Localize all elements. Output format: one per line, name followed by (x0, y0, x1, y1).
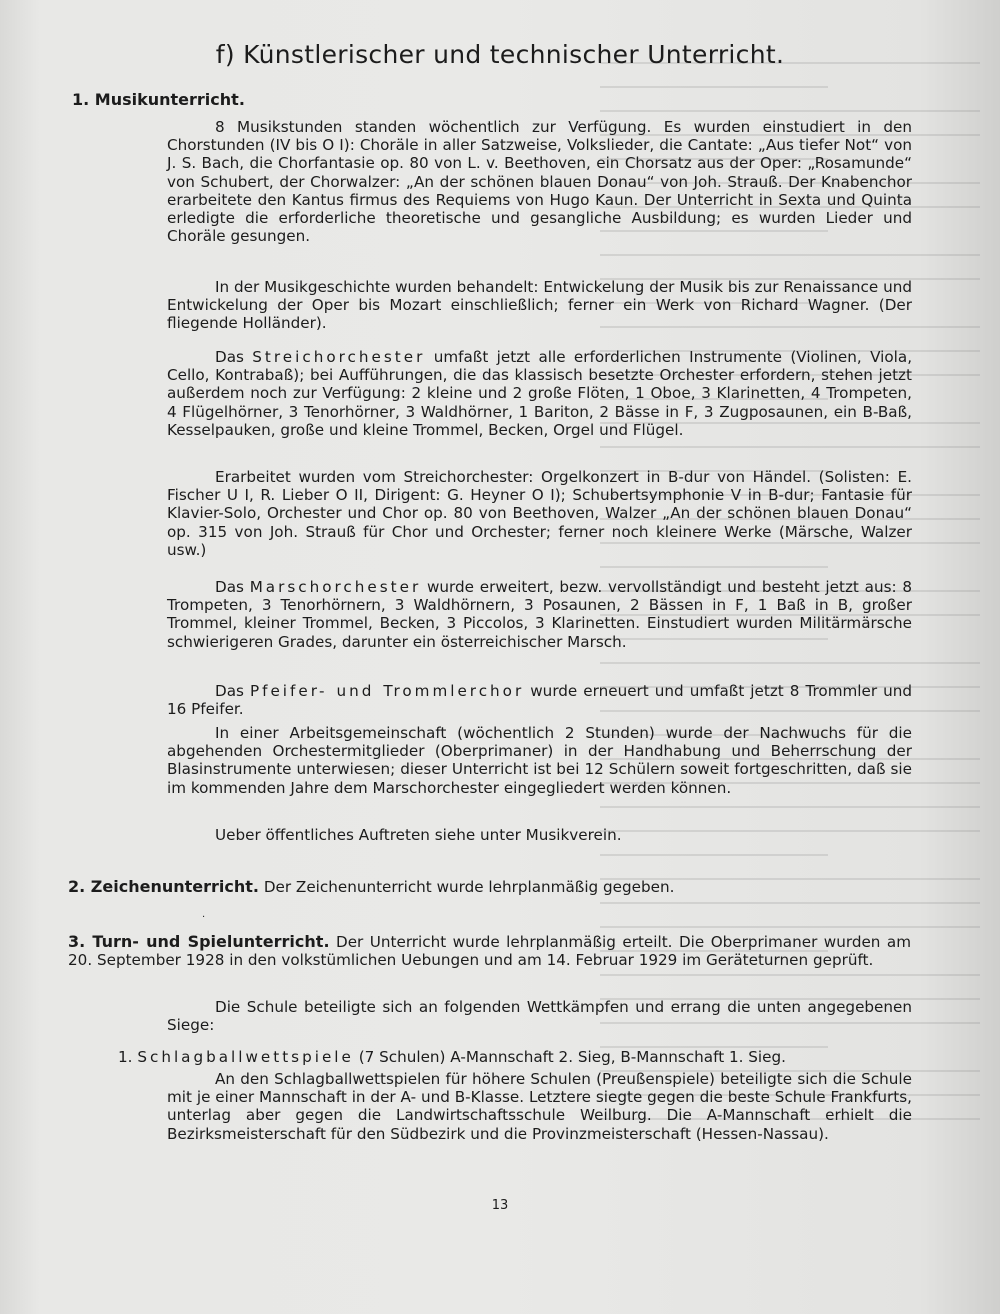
section-2 (68, 878, 928, 896)
section-3 (68, 933, 911, 969)
section-3-text: Der Unterricht wurde lehrplanmäßig erteilt. Die Oberprimaner wurden am 20. September 1928 in den volkstümlichen Uebungen und am 14. Februar 1929 im Geräteturnen geprüft. (68, 933, 912, 970)
marschorchester-label: Marschorchester (249, 578, 422, 596)
section-1-heading: 1. Musikunterricht. (72, 90, 245, 109)
section-1-paragraph-8: Ueber öffentliches Auftreten siehe unter Musikverein. (215, 826, 622, 844)
section-3-heading: 3. Turn- und Spielunterricht. (68, 932, 330, 951)
section-3-item-1-text: An den Schlagballwettspielen für höhere Schulen (Preußenspiele) beteiligte sich die Schule mit je einer Mannschaft in der A- und B-Klasse. Letztere siegte gegen die beste Schule Frankfurts, unterlag aber gegen die Landwirtschaftsschule Weilburg. Die A-Mannschaft erhielt die Bezirksmeisterschaft für den Südbezirk und die Provinzmeisterschaft (Hessen-Nassau). (167, 1070, 912, 1143)
item-1-number: 1. (118, 1048, 133, 1066)
item-1-rest: (7 Schulen) A-Mannschaft 2. Sieg, B-Mannschaft 1. Sieg. (358, 1048, 786, 1066)
section-1-paragraph-4: Erarbeitet wurden vom Streichorchester: Orgelkonzert in B-dur von Händel. (Solisten: E. Fischer U I, R. Lieber O II, Dirigent: G. Heyner O I); Schubertsymphonie V in B-dur; Fantasie für Klavier-Solo, Orchester und Chor op. 80 von Beethoven, Walzer „An der schönen blauen Donau“ op. 315 von Joh. Strauß für Chor und Orchester; ferner noch kleinere Werke (Märsche, Walzer usw.) (167, 468, 912, 559)
section-1-paragraph-3 (167, 348, 912, 439)
section-1-paragraph-5 (167, 578, 912, 651)
pfeifer-text: wurde erneuert und umfaßt jetzt 8 Trommler und 16 Pfeifer. (167, 682, 913, 719)
section-3-item-1 (118, 1048, 912, 1066)
page-title: f) Künstlerischer und technischer Unterricht. (215, 40, 785, 69)
streichorchester-label: Streichorchester (252, 348, 426, 366)
section-1-paragraph-6 (167, 682, 912, 718)
page-number: 13 (491, 1198, 509, 1213)
pfeifer-label: Pfeifer- und Trommlerchor (249, 682, 525, 700)
marschorchester-text: wurde erweitert, bezw. vervollständigt und besteht jetzt aus: 8 Trompeten, 3 Tenorhörnern, 3 Waldhörnern, 3 Posaunen, 2 Bässen in F, 1 Baß in B, großer Trommel, kleiner Trommel, Becken, 3 Piccolos, 3 Klarinetten. Einstudiert wurden Militärmärsche schwierigeren Grades, darunter ein österreichischer Marsch. (167, 578, 913, 651)
section-1-paragraph-7: In einer Arbeitsgemeinschaft (wöchentlich 2 Stunden) wurde der Nachwuchs für die abgehenden Orchestermitglieder (Oberprimaner) in der Handhabung und Beherrschung der Blasinstrumente unterwiesen; dieser Unterricht ist bei 12 Schülern soweit fortgeschritten, daß sie im kommenden Jahre dem Marschorchester eingegliedert werden können. (167, 724, 912, 797)
marschorchester-lead: Das (215, 578, 244, 596)
item-1-label: Schlagballwettspiele (137, 1048, 354, 1066)
section-3-paragraph-2: Die Schule beteiligte sich an folgenden Wettkämpfen und errang die unten angegebenen Siege: (167, 998, 912, 1035)
streichorchester-lead: Das (215, 348, 244, 366)
section-2-heading: 2. Zeichenunterricht. (68, 877, 259, 896)
streichorchester-text: umfaßt jetzt alle erforderlichen Instrumente (Violinen, Viola, Cello, Kontrabaß); bei Aufführungen, die das klassisch besetzte Orchester erfordern, stehen jetzt außerdem noch zur Verfügung: 2 kleine und 2 große Flöten, 1 Oboe, 3 Klarinetten, 4 Trompeten, 4 Flügelhörner, 3 Tenorhörner, 3 Waldhörner, 1 Bariton, 2 Bässe in F, 3 Zugposaunen, ein B-Baß, Kesselpauken, große und kleine Trommel, Becken, Orgel und Flügel. (167, 348, 913, 439)
section-2-text: Der Zeichenunterricht wurde lehrplanmäßig gegeben. (263, 878, 675, 896)
section-1-paragraph-1: 8 Musikstunden standen wöchentlich zur Verfügung. Es wurden einstudiert in den Chorstunden (IV bis O I): Choräle in aller Satzweise, Volkslieder, die Cantate: „Aus tiefer Not“ von J. S. Bach, die Chorfantasie op. 80 von L. v. Beethoven, ein Chorsatz aus der Oper: „Rosamunde“ von Schubert, der Chorwalzer: „An der schönen blauen Donau“ von Joh. Strauß. Der Knabenchor erarbeitete den Kantus firmus des Requiems von Hugo Kaun. Der Unterricht in Sexta und Quinta erledigte die erforderliche theoretische und gesangliche Ausbildung; es wurden Lieder und Choräle gesungen. (167, 118, 912, 246)
section-1-paragraph-2: In der Musikgeschichte wurden behandelt: Entwickelung der Musik bis zur Renaissance und Entwickelung der Oper bis Mozart einschließlich; ferner ein Werk von Richard Wagner. (Der fliegende Holländer). (167, 278, 912, 333)
pfeifer-lead: Das (215, 682, 244, 700)
stray-dot: · (202, 912, 206, 923)
